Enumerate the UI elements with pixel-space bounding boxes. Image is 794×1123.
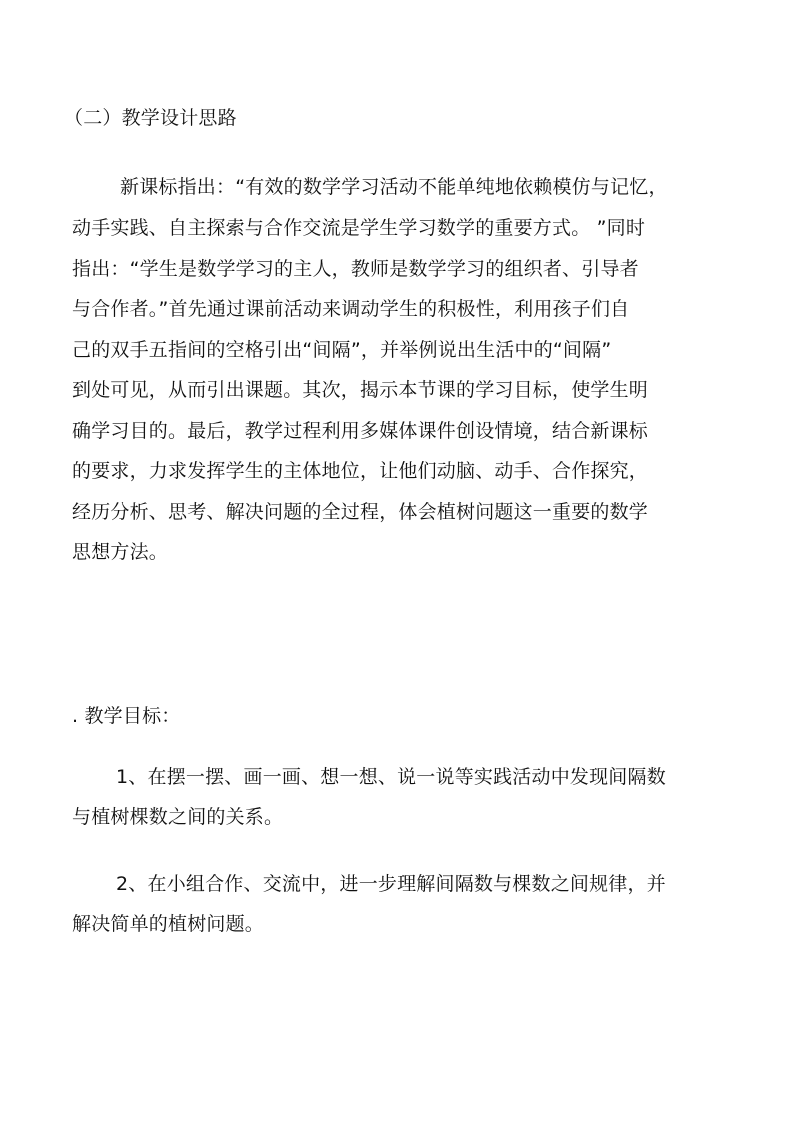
paragraph-line-6: 到处可见，从而引出课题。其次，揭示本节课的学习目标，使学生明 bbox=[72, 379, 649, 401]
objective-2-line-1: 2、在小组合作、交流中，进一步理解间隔数与棵数之间规律，并 bbox=[116, 873, 666, 895]
section-heading: （二）教学设计思路 bbox=[64, 107, 237, 129]
paragraph-line-2: 动手实践、自主探索与合作交流是学生学习数学的重要方式。 ”同时 bbox=[72, 217, 646, 239]
objectives-heading: . 教学目标： bbox=[72, 705, 181, 727]
paragraph-line-10: 思想方法。 bbox=[72, 541, 169, 563]
paragraph-line-4: 与合作者。”首先通过课前活动来调动学生的积极性，利用孩子们自 bbox=[72, 298, 630, 320]
objective-2-line-2: 解决简单的植树问题。 bbox=[72, 913, 265, 935]
objective-1-line-1: 1、在摆一摆、画一画、想一想、说一说等实践活动中发现间隔数 bbox=[116, 766, 666, 788]
paragraph-line-1: 新课标指出：“有效的数学学习活动不能单纯地依赖模仿与记忆， bbox=[120, 176, 668, 198]
objective-1-line-2: 与植树棵数之间的关系。 bbox=[72, 806, 284, 828]
paragraph-line-3: 指出：“学生是数学学习的主人，教师是数学学习的组织者、引导者 bbox=[72, 258, 639, 280]
paragraph-line-9: 经历分析、思考、解决问题的全过程，体会植树问题这一重要的数学 bbox=[72, 501, 649, 523]
paragraph-line-5: 己的双手五指间的空格引出“间隔”，并举例说出生活中的“间隔” bbox=[72, 339, 612, 361]
paragraph-line-8: 的要求，力求发挥学生的主体地位，让他们动脑、动手、合作探究， bbox=[72, 460, 649, 482]
paragraph-line-7: 确学习目的。最后，教学过程利用多媒体课件创设情境，结合新课标 bbox=[72, 420, 649, 442]
